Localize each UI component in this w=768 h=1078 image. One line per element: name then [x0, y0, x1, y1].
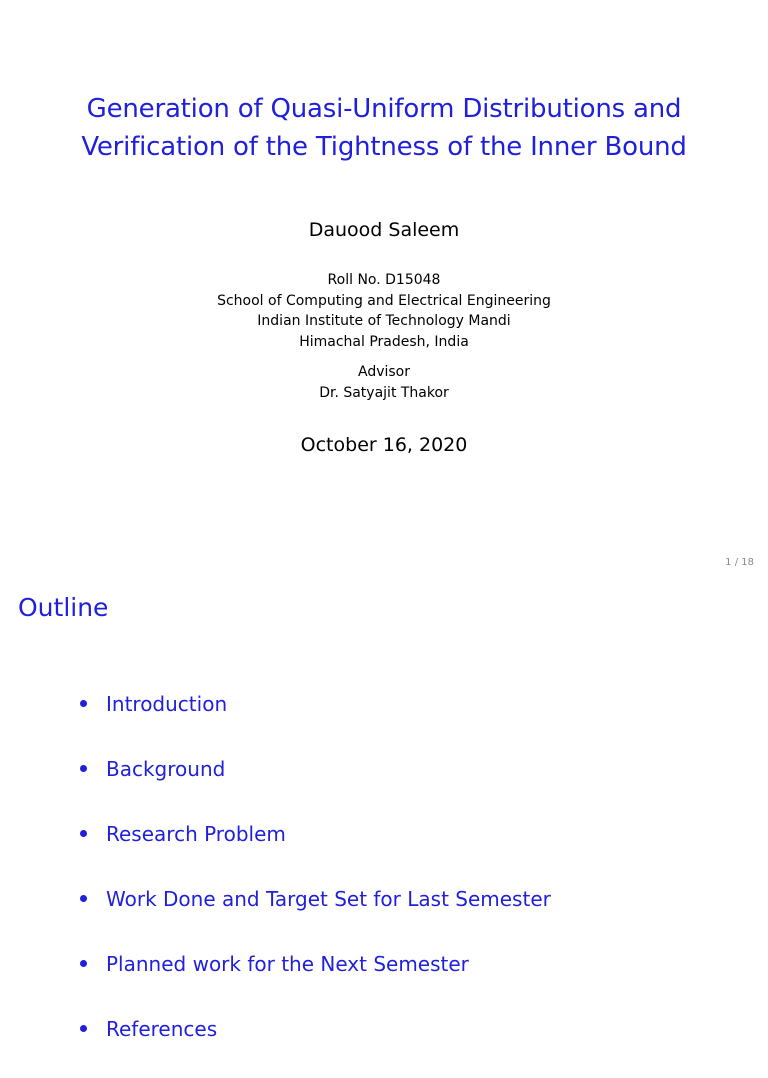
page-number: 1 / 18: [725, 557, 754, 568]
outline-list: [80, 688, 551, 1078]
outline-item-planned-work[interactable]: [80, 948, 551, 1013]
title-line-2: Verification of the Tightness of the Inner Bound: [81, 132, 687, 162]
roll-number: Roll No. D15048: [327, 272, 441, 288]
bullet-icon: [80, 895, 87, 902]
affiliation-block: [0, 270, 768, 352]
advisor-name: Dr. Satyajit Thakor: [319, 384, 449, 401]
outline-item-research-problem[interactable]: [80, 818, 551, 883]
outline-item-background[interactable]: [80, 753, 551, 818]
author-name: Dauood Saleem: [308, 219, 460, 241]
advisor-label: Advisor: [357, 364, 410, 380]
advisor-block: [0, 362, 768, 403]
outline-item-references[interactable]: [80, 1013, 551, 1078]
bullet-icon: [80, 1025, 87, 1032]
bullet-icon: [80, 700, 87, 707]
outline-item-label: Work Done and Target Set for Last Semester: [106, 887, 551, 911]
institute-name: Indian Institute of Technology Mandi: [257, 313, 511, 329]
presentation-title: [0, 90, 768, 166]
school-name: School of Computing and Electrical Engineering: [217, 292, 551, 309]
outline-title: Outline: [18, 593, 109, 622]
outline-item-label: Research Problem: [106, 822, 286, 846]
bullet-icon: [80, 960, 87, 967]
title-line-1: Generation of Quasi-Uniform Distributions and: [86, 94, 682, 124]
outline-item-label: Planned work for the Next Semester: [106, 952, 469, 976]
outline-item-label: Introduction: [106, 692, 228, 716]
presentation-date: October 16, 2020: [300, 434, 468, 456]
bullet-icon: [80, 830, 87, 837]
outline-item-introduction[interactable]: [80, 688, 551, 753]
bullet-icon: [80, 765, 87, 772]
location: Himachal Pradesh, India: [299, 333, 469, 350]
outline-item-work-done[interactable]: [80, 883, 551, 948]
outline-item-label: Background: [106, 757, 226, 781]
outline-item-label: References: [106, 1017, 218, 1041]
